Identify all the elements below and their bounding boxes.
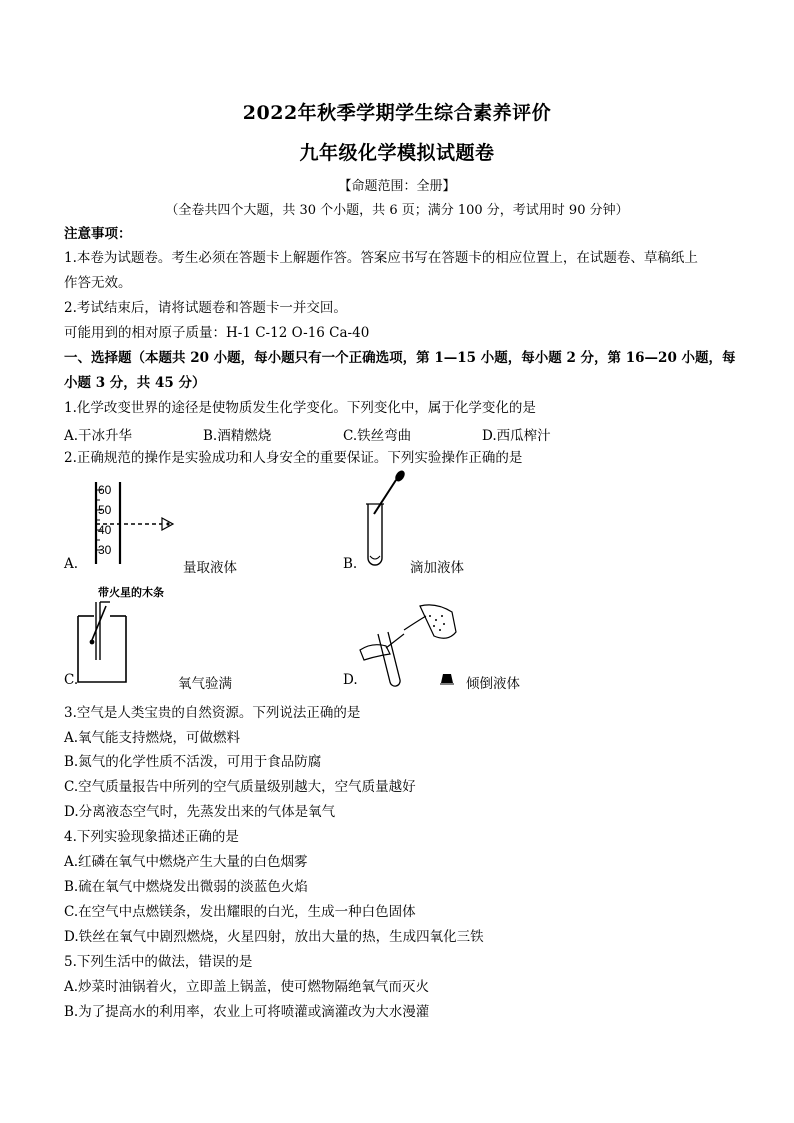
- q2-label-a: A.: [64, 556, 79, 572]
- cylinder-tick-60: 60: [98, 483, 112, 497]
- exam-title: 2022年秋季学期学生综合素养评价: [242, 102, 552, 124]
- q1-option-d: D.西瓜榨汁: [482, 428, 551, 444]
- exam-scope: 【命题范围：全册】: [338, 179, 456, 194]
- q2-caption-c: 氧气验满: [178, 676, 232, 692]
- q2-label-c: C.: [64, 672, 79, 688]
- q2-caption-b: 滴加液体: [410, 560, 464, 576]
- q1-option-b: B.酒精燃烧: [203, 428, 272, 444]
- stopper-icon: [439, 672, 455, 686]
- q3-option-d: D.分离液态空气时，先蒸发出来的气体是氧气: [64, 804, 336, 820]
- section-1-heading: 一、选择题（本题共 20 小题，每小题只有一个正确选项，第 1—15 小题，每小题 2 分，第 16—20 小题，每: [64, 350, 736, 366]
- q3-option-a: A.氧气能支持燃烧，可做燃料: [64, 730, 241, 746]
- q4-stem: 4.下列实验现象描述正确的是: [64, 829, 239, 845]
- exam-info: （全卷共四个大题，共 30 个小题，共 6 页；满分 100 分，考试用时 90 分钟）: [165, 203, 629, 218]
- q2-label-d: D.: [343, 672, 358, 688]
- q5-stem: 5.下列生活中的做法，错误的是: [64, 954, 253, 970]
- notice-item-1-cont: 作答无效。: [64, 275, 132, 291]
- q4-option-d: D.铁丝在氧气中剧烈燃烧，火星四射，放出大量的热，生成四氧化三铁: [64, 929, 484, 945]
- cylinder-tick-30: 30: [98, 543, 112, 557]
- q3-option-c: C.空气质量报告中所列的空气质量级别越大，空气质量越好: [64, 779, 416, 795]
- q1-option-a: A.干冰升华: [64, 428, 133, 444]
- glowing-splint-label: 带火星的木条: [98, 587, 164, 599]
- q4-option-a: A.红磷在氧气中燃烧产生大量的白色烟雾: [64, 854, 308, 870]
- notice-item-1: 1.本卷为试题卷。考生必须在答题卡上解题作答。答案应书写在答题卡的相应位置上，在试题卷、草稿纸上: [64, 250, 698, 266]
- atomic-masses: 可能用到的相对原子质量：H-1 C-12 O-16 Ca-40: [64, 325, 370, 341]
- q2-label-b: B.: [343, 556, 358, 572]
- section-1-heading-cont: 小题 3 分，共 45 分）: [64, 375, 206, 391]
- q2-caption-d: 倾倒液体: [466, 676, 520, 692]
- notice-heading: 注意事项：: [64, 226, 132, 242]
- gas-bottle-figure: [70, 600, 150, 690]
- dropper-test-tube-figure: [356, 470, 416, 570]
- q5-option-a: A.炒菜时油锅着火，立即盖上锅盖，使可燃物隔绝氧气而灭火: [64, 979, 430, 995]
- q3-option-b: B.氮气的化学性质不活泼，可用于食品防腐: [64, 754, 322, 770]
- exam-subtitle: 九年级化学模拟试题卷: [299, 142, 495, 164]
- q1-option-c: C.铁丝弯曲: [343, 428, 412, 444]
- q3-stem: 3.空气是人类宝贵的自然资源。下列说法正确的是: [64, 705, 361, 721]
- q4-option-c: C.在空气中点燃镁条，发出耀眼的白光，生成一种白色固体: [64, 904, 416, 920]
- q2-stem: 2.正确规范的操作是实验成功和人身安全的重要保证。下列实验操作正确的是: [64, 450, 523, 466]
- q2-caption-a: 量取液体: [183, 560, 237, 576]
- q5-option-b: B.为了提高水的利用率，农业上可将喷灌或滴灌改为大水漫灌: [64, 1004, 430, 1020]
- q1-stem: 1.化学改变世界的途径是使物质发生化学变化。下列变化中，属于化学变化的是: [64, 400, 536, 416]
- cylinder-tick-50: 50: [98, 503, 112, 517]
- notice-item-2: 2.考试结束后，请将试题卷和答题卡一并交回。: [64, 300, 347, 316]
- cylinder-tick-40: 40: [98, 523, 112, 537]
- q4-option-b: B.硫在氧气中燃烧发出微弱的淡蓝色火焰: [64, 879, 308, 895]
- graduated-cylinder-figure: [76, 478, 186, 568]
